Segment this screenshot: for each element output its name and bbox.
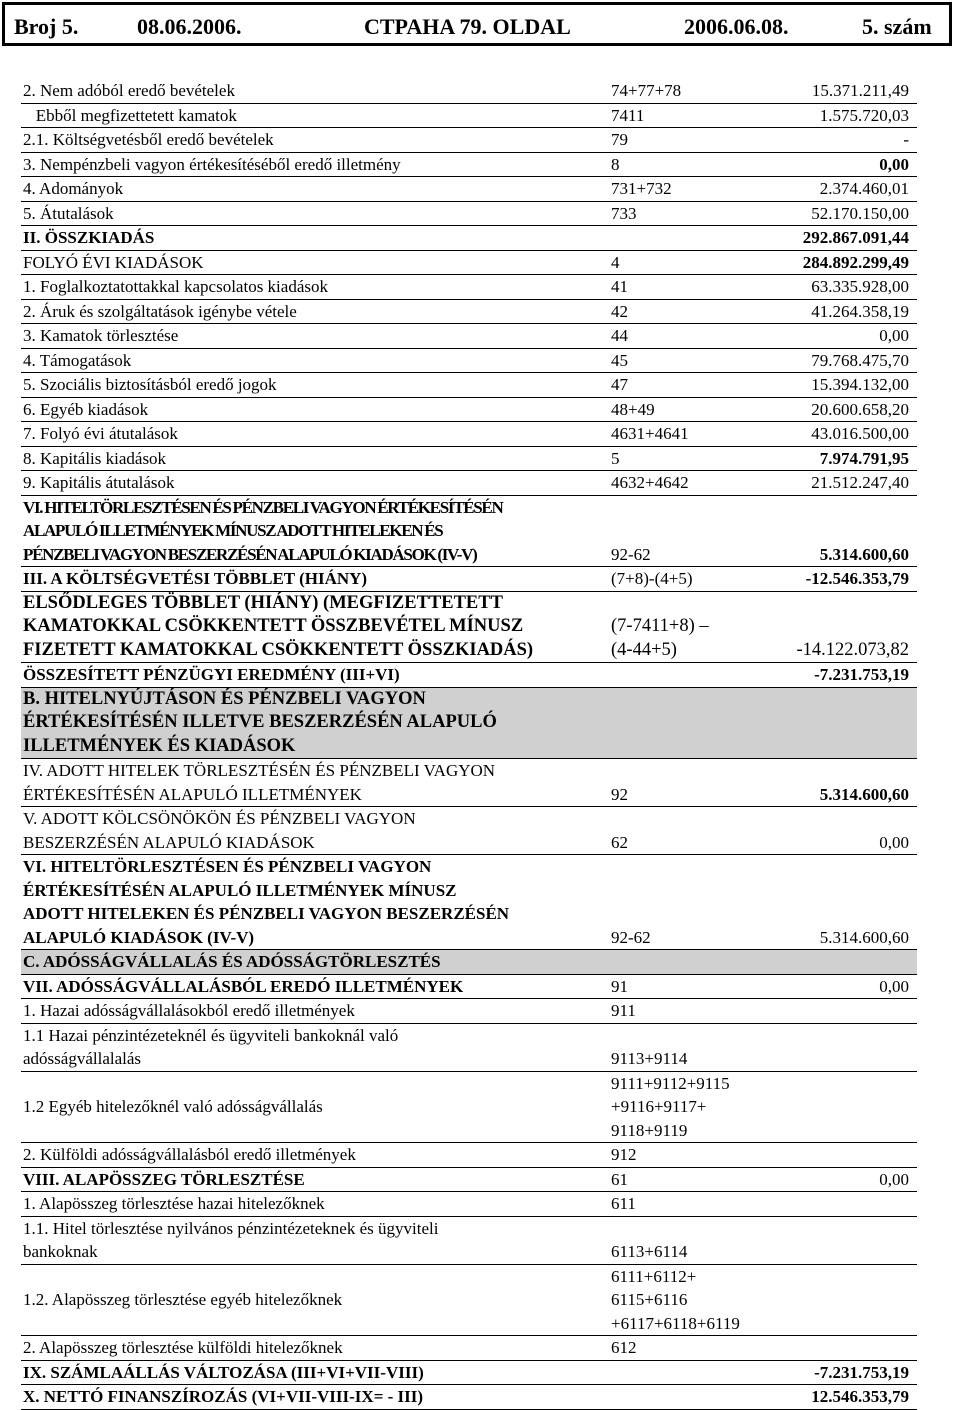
row-amount: 79.768.475,70	[811, 350, 909, 370]
row-label: adósságvállalalás	[23, 1049, 142, 1068]
row-code-cell	[601, 103, 767, 128]
row-amount-cell	[767, 397, 917, 422]
row-code-cell	[601, 128, 767, 153]
row-label: 1. Foglalkoztatottakkal kapcsolatos kiadások	[23, 277, 328, 296]
row-amount: 0,00	[879, 326, 909, 345]
row-amount: 0,00	[879, 976, 909, 996]
row-amount: -	[903, 130, 909, 149]
row-amount-cell	[767, 1216, 917, 1264]
row-label: 2. Alapösszeg törlesztése külföldi hitelezőknek	[23, 1338, 343, 1357]
row-label-cell	[21, 177, 601, 202]
row-amount-cell	[767, 1264, 917, 1336]
row-label-cell	[21, 373, 601, 398]
row-label-cell	[21, 324, 601, 349]
row-label-cell	[21, 201, 601, 226]
row-code-cell	[601, 348, 767, 373]
issue-number-hu: 5. szám	[862, 14, 932, 39]
row-code-cell	[601, 471, 767, 496]
row-amount-cell	[767, 974, 917, 999]
row-code-cell	[601, 397, 767, 422]
header-date-left: 08.06.2006.	[137, 14, 242, 39]
row-code: 5	[611, 448, 620, 468]
row-code: 612	[611, 1338, 637, 1357]
row-code-cell	[601, 687, 767, 759]
table-row	[21, 397, 917, 422]
row-amount-cell	[767, 422, 917, 447]
row-label-cell	[21, 397, 601, 422]
row-amount: 7.974.791,95	[819, 448, 909, 468]
row-amount-cell	[767, 1023, 917, 1071]
row-amount-cell	[767, 299, 917, 324]
row-label: 4. Adományok	[23, 179, 124, 198]
table-row	[21, 446, 917, 471]
row-label: 8. Kapitális kiadások	[23, 448, 167, 468]
row-code-cell	[601, 1167, 767, 1192]
row-code: 92-62	[611, 544, 651, 564]
row-amount: 1.575.720,03	[819, 105, 909, 125]
table-row	[21, 299, 917, 324]
row-label: 2. Külföldi adósságvállalásból eredő illetmények	[23, 1145, 356, 1164]
row-label-cell	[21, 275, 601, 300]
row-code: 92-62	[611, 927, 651, 947]
row-amount: 5.314.600,60	[819, 927, 909, 947]
row-code: 7411	[611, 105, 645, 125]
row-label: VIII. ALAPÖSSZEG TÖRLESZTÉSE	[23, 1169, 305, 1189]
row-label: ALAPULÓ KIADÁSOK (IV-V)	[23, 927, 255, 947]
row-amount-cell	[767, 471, 917, 496]
table-row	[21, 1192, 917, 1217]
row-amount: 0,00	[879, 1169, 909, 1189]
row-code-cell	[601, 567, 767, 592]
table-row	[21, 1023, 917, 1071]
row-label: 2. Nem adóból eredő bevételek	[23, 81, 235, 100]
row-code: 61	[611, 1169, 628, 1189]
row-label-cell	[21, 446, 601, 471]
row-label: III. A KÖLTSÉGVETÉSI TÖBBLET (HIÁNY)	[23, 569, 368, 588]
row-label-cell	[21, 1167, 601, 1192]
header-date-right: 2006.06.08.	[684, 14, 789, 39]
table-row	[21, 759, 917, 807]
table-row	[21, 1167, 917, 1192]
row-amount-cell	[767, 373, 917, 398]
table-row	[21, 974, 917, 999]
row-label: ÉRTÉKESÍTÉSÉN ILLETVE BESZERZÉSÉN ALAPULÓ	[23, 712, 497, 732]
row-label-cell	[21, 855, 601, 950]
table-row	[21, 177, 917, 202]
row-code-cell	[601, 177, 767, 202]
table-row	[21, 591, 917, 663]
table-row	[21, 226, 917, 251]
row-amount: 21.512.247,40	[811, 473, 909, 492]
table-row	[21, 567, 917, 592]
row-label: 1. Hazai adósságvállalásokból eredő illetmények	[23, 1001, 355, 1020]
row-label-cell	[21, 226, 601, 251]
row-label: 7. Folyó évi átutalások	[23, 424, 178, 443]
row-amount-cell	[767, 495, 917, 567]
row-code-cell	[601, 79, 767, 103]
row-code: 92	[611, 784, 628, 804]
table-row	[21, 1216, 917, 1264]
row-label: 5. Szociális biztosításból eredő jogok	[23, 375, 277, 394]
row-label: 1.1. Hitel törlesztése nyilvános pénzintézeteknek és ügyviteli	[23, 1218, 439, 1238]
row-code: 41	[611, 277, 628, 296]
row-amount: 5.314.600,60	[819, 784, 909, 804]
row-label-cell	[21, 591, 601, 663]
table-row	[21, 324, 917, 349]
row-code: 48+49	[611, 399, 655, 419]
row-amount-cell	[767, 687, 917, 759]
row-code-cell	[601, 201, 767, 226]
row-label: Ebből megfizettetett kamatok	[23, 105, 237, 125]
row-label-cell	[21, 299, 601, 324]
row-code: 6111+6112+	[611, 1266, 697, 1286]
financial-table	[21, 79, 917, 1410]
row-code: 9111+9112+9115	[611, 1073, 730, 1093]
row-code: (7-7411+8) –	[611, 616, 709, 636]
row-label-cell	[21, 1143, 601, 1168]
row-label: ADOTT HITELEKEN ÉS PÉNZBELI VAGYON BESZERZÉSÉN	[23, 904, 510, 923]
row-code: 4	[611, 252, 620, 272]
row-amount-cell	[767, 275, 917, 300]
row-label-cell	[21, 950, 601, 975]
row-label-cell	[21, 759, 601, 807]
row-label: 4. Támogatások	[23, 350, 132, 370]
row-code-cell	[601, 999, 767, 1024]
table-row	[21, 348, 917, 373]
row-amount-cell	[767, 1336, 917, 1361]
row-amount-cell	[767, 950, 917, 975]
row-label-cell	[21, 807, 601, 855]
row-amount: 52.170.150,00	[811, 203, 909, 223]
row-code: +9116+9117+	[611, 1097, 707, 1116]
row-label: X. NETTÓ FINANSZÍROZÁS (VI+VII-VIII-IX= - III)	[23, 1387, 424, 1406]
row-label: ÉRTÉKESÍTÉSÉN ALAPULÓ ILLETMÉNYEK	[23, 784, 362, 804]
page-number: CTPAHA 79. OLDAL	[364, 14, 571, 39]
row-label: 1.1 Hazai pénzintézeteknél és ügyviteli bankoknál való	[23, 1025, 399, 1045]
row-label-cell	[21, 663, 601, 688]
row-amount: 292.867.091,44	[802, 228, 909, 247]
row-amount-cell	[767, 999, 917, 1024]
row-amount-cell	[767, 128, 917, 153]
row-amount-cell	[767, 1167, 917, 1192]
row-label-cell	[21, 1023, 601, 1071]
row-code-cell	[601, 275, 767, 300]
row-code-cell	[601, 591, 767, 663]
row-code-cell	[601, 855, 767, 950]
table-row	[21, 103, 917, 128]
row-code: 45	[611, 350, 628, 370]
table-row	[21, 687, 917, 759]
row-label-cell	[21, 422, 601, 447]
row-label-cell	[21, 250, 601, 275]
row-amount-cell	[767, 1071, 917, 1143]
row-amount-cell	[767, 591, 917, 663]
row-label: 6. Egyéb kiadások	[23, 399, 149, 419]
row-code-cell	[601, 1216, 767, 1264]
row-code-cell	[601, 1264, 767, 1336]
row-code: 42	[611, 301, 628, 321]
row-amount-cell	[767, 324, 917, 349]
row-label-cell	[21, 152, 601, 177]
row-code: (7+8)-(4+5)	[611, 569, 693, 588]
row-code: +6117+6118+6119	[611, 1313, 740, 1333]
row-label-cell	[21, 567, 601, 592]
row-label-cell	[21, 495, 601, 567]
row-label: ALAPULÓ ILLETMÉNYEK MÍNUSZ ADOTT HITELEKEN ÉS	[23, 521, 443, 540]
row-code-cell	[601, 1023, 767, 1071]
row-label: 9. Kapitális átutalások	[23, 473, 175, 492]
row-code: 8	[611, 154, 620, 174]
row-amount-cell	[767, 177, 917, 202]
row-label-cell	[21, 1071, 601, 1143]
table-row	[21, 1071, 917, 1143]
row-code-cell	[601, 807, 767, 855]
row-amount-cell	[767, 807, 917, 855]
row-label: IX. SZÁMLAÁLLÁS VÁLTOZÁSA (III+VI+VII-VIII)	[23, 1362, 424, 1382]
row-amount: -12.546.353,79	[805, 569, 909, 588]
row-amount: 0,00	[879, 832, 909, 852]
row-code: 4631+4641	[611, 424, 689, 443]
row-amount-cell	[767, 1192, 917, 1217]
table-row	[21, 495, 917, 567]
row-code-cell	[601, 324, 767, 349]
row-label: VI. HITELTÖRLESZTÉSEN ÉS PÉNZBELI VAGYON ÉRTÉKESÍTÉSÉN	[23, 497, 503, 517]
row-amount-cell	[767, 663, 917, 688]
table-row	[21, 79, 917, 103]
row-label: 1.2. Alapösszeg törlesztése egyéb hitelezőknek	[23, 1290, 343, 1309]
row-amount: 5.314.600,60	[819, 544, 909, 564]
row-label: ILLETMÉNYEK ÉS KIADÁSOK	[23, 735, 296, 756]
row-label-cell	[21, 348, 601, 373]
row-amount: 41.264.358,19	[811, 301, 909, 321]
row-code: 74+77+78	[611, 81, 682, 100]
row-label: BESZERZÉSÉN ALAPULÓ KIADÁSOK	[23, 832, 315, 852]
row-label-cell	[21, 687, 601, 759]
row-label: 2.1. Költségvetésből eredő bevételek	[23, 130, 274, 149]
row-amount-cell	[767, 226, 917, 251]
row-code: 91	[611, 976, 628, 996]
row-code: 6115+6116	[611, 1290, 688, 1309]
table-row	[21, 201, 917, 226]
row-code-cell	[601, 495, 767, 567]
row-code: 731+732	[611, 179, 672, 198]
row-code-cell	[601, 446, 767, 471]
row-code-cell	[601, 226, 767, 251]
table-row	[21, 1143, 917, 1168]
row-code-cell	[601, 1192, 767, 1217]
table-row	[21, 373, 917, 398]
table-row	[21, 152, 917, 177]
row-label-cell	[21, 128, 601, 153]
row-code: 911	[611, 1001, 636, 1020]
row-label-cell	[21, 79, 601, 103]
row-code-cell	[601, 1143, 767, 1168]
row-label-cell	[21, 1264, 601, 1336]
row-amount: 2.374.460,01	[819, 179, 909, 198]
row-code-cell	[601, 1071, 767, 1143]
row-code: 733	[611, 203, 637, 223]
row-code-cell	[601, 1385, 767, 1410]
row-amount-cell	[767, 1385, 917, 1410]
row-label: ELSŐDLEGES TÖBBLET (HIÁNY) (MEGFIZETTETETT	[23, 592, 503, 613]
row-label: II. ÖSSZKIADÁS	[23, 228, 155, 247]
table-row	[21, 422, 917, 447]
row-amount-cell	[767, 567, 917, 592]
row-code: 62	[611, 832, 628, 852]
row-label: 1.2 Egyéb hitelezőknél való adósságvállalás	[23, 1097, 323, 1116]
row-amount-cell	[767, 1143, 917, 1168]
table-row	[21, 999, 917, 1024]
row-amount: -7.231.753,19	[814, 1362, 909, 1382]
row-code: 44	[611, 326, 628, 345]
row-label-cell	[21, 103, 601, 128]
row-amount-cell	[767, 855, 917, 950]
row-amount-cell	[767, 250, 917, 275]
row-label: V. ADOTT KÖLCSÖNÖKÖN ÉS PÉNZBELI VAGYON	[23, 809, 416, 828]
table-row	[21, 275, 917, 300]
row-label: IV. ADOTT HITELEK TÖRLESZTÉSÉN ÉS PÉNZBELI VAGYON	[23, 761, 496, 780]
row-label: FOLYÓ ÉVI KIADÁSOK	[23, 252, 204, 272]
row-label-cell	[21, 471, 601, 496]
row-amount: 43.016.500,00	[811, 424, 909, 443]
row-label: 3. Nempénzbeli vagyon értékesítéséből eredő illetmény	[23, 154, 401, 174]
row-code: 47	[611, 375, 628, 394]
row-code: 4632+4642	[611, 473, 689, 492]
row-label: ÖSSZESÍTETT PÉNZÜGYI EREDMÉNY (III+VI)	[23, 665, 400, 684]
row-label: 5. Átutalások	[23, 203, 114, 223]
row-amount-cell	[767, 152, 917, 177]
row-amount: 15.371.211,49	[811, 81, 909, 100]
row-code: 79	[611, 130, 628, 149]
row-code: 912	[611, 1145, 637, 1164]
row-amount: 12.546.353,79	[811, 1387, 909, 1406]
row-label-cell	[21, 1336, 601, 1361]
row-amount-cell	[767, 201, 917, 226]
row-label: 1. Alapösszeg törlesztése hazai hitelezőknek	[23, 1194, 325, 1213]
table-row	[21, 128, 917, 153]
table-row	[21, 807, 917, 855]
row-code: 9118+9119	[611, 1120, 688, 1140]
row-label: KAMATOKKAL CSÖKKENTETT ÖSSZBEVÉTEL MÍNUSZ	[23, 616, 524, 636]
row-code-cell	[601, 1336, 767, 1361]
row-amount-cell	[767, 103, 917, 128]
row-code-cell	[601, 950, 767, 975]
row-label-cell	[21, 974, 601, 999]
row-code-cell	[601, 299, 767, 324]
table-row	[21, 471, 917, 496]
row-amount: 0,00	[879, 154, 909, 174]
row-code-cell	[601, 373, 767, 398]
row-label: 3. Kamatok törlesztése	[23, 326, 179, 345]
row-amount-cell	[767, 759, 917, 807]
row-label: 2. Áruk és szolgáltatások igénybe vétele	[23, 301, 297, 321]
row-code-cell	[601, 250, 767, 275]
table-row	[21, 950, 917, 975]
row-amount-cell	[767, 79, 917, 103]
page-header	[2, 2, 952, 46]
row-label: ÉRTÉKESÍTÉSÉN ALAPULÓ ILLETMÉNYEK MÍNUSZ	[23, 880, 457, 900]
row-label: PÉNZBELI VAGYON BESZERZÉSÉN ALAPULÓ KIADÁSOK (IV-V)	[23, 544, 477, 564]
row-amount: 20.600.658,20	[811, 399, 909, 419]
table-row	[21, 250, 917, 275]
row-code-cell	[601, 974, 767, 999]
table-row	[21, 663, 917, 688]
row-label-cell	[21, 1192, 601, 1217]
row-code-cell	[601, 663, 767, 688]
row-label: FIZETETT KAMATOKKAL CSÖKKENTETT ÖSSZKIADÁS)	[23, 639, 534, 660]
row-code: (4-44+5)	[611, 639, 677, 660]
row-amount: 63.335.928,00	[811, 277, 909, 296]
issue-number: Broj 5.	[14, 14, 79, 39]
table-row	[21, 855, 917, 950]
row-code: 9113+9114	[611, 1049, 688, 1068]
row-amount: 284.892.299,49	[802, 252, 909, 272]
row-label: B. HITELNYÚJTÁSON ÉS PÉNZBELI VAGYON	[23, 688, 426, 709]
row-code: 611	[611, 1194, 636, 1213]
table-row	[21, 1264, 917, 1336]
row-label-cell	[21, 1216, 601, 1264]
row-label: bankoknak	[23, 1242, 98, 1261]
row-label: VII. ADÓSSÁGVÁLLALÁSBÓL EREDÓ ILLETMÉNYEK	[23, 976, 464, 996]
row-label-cell	[21, 1385, 601, 1410]
row-amount-cell	[767, 446, 917, 471]
row-code: 6113+6114	[611, 1242, 688, 1261]
row-label: VI. HITELTÖRLESZTÉSEN ÉS PÉNZBELI VAGYON	[23, 857, 432, 876]
row-amount: 15.394.132,00	[811, 375, 909, 394]
row-code-cell	[601, 152, 767, 177]
row-amount: -7.231.753,19	[814, 665, 909, 684]
row-label-cell	[21, 999, 601, 1024]
row-amount: -14.122.073,82	[796, 639, 909, 660]
row-label: C. ADÓSSÁGVÁLLALÁS ÉS ADÓSSÁGTÖRLESZTÉS	[23, 952, 441, 971]
table-row	[21, 1336, 917, 1361]
row-code-cell	[601, 759, 767, 807]
table-row	[21, 1385, 917, 1410]
row-amount-cell	[767, 348, 917, 373]
row-code-cell	[601, 422, 767, 447]
